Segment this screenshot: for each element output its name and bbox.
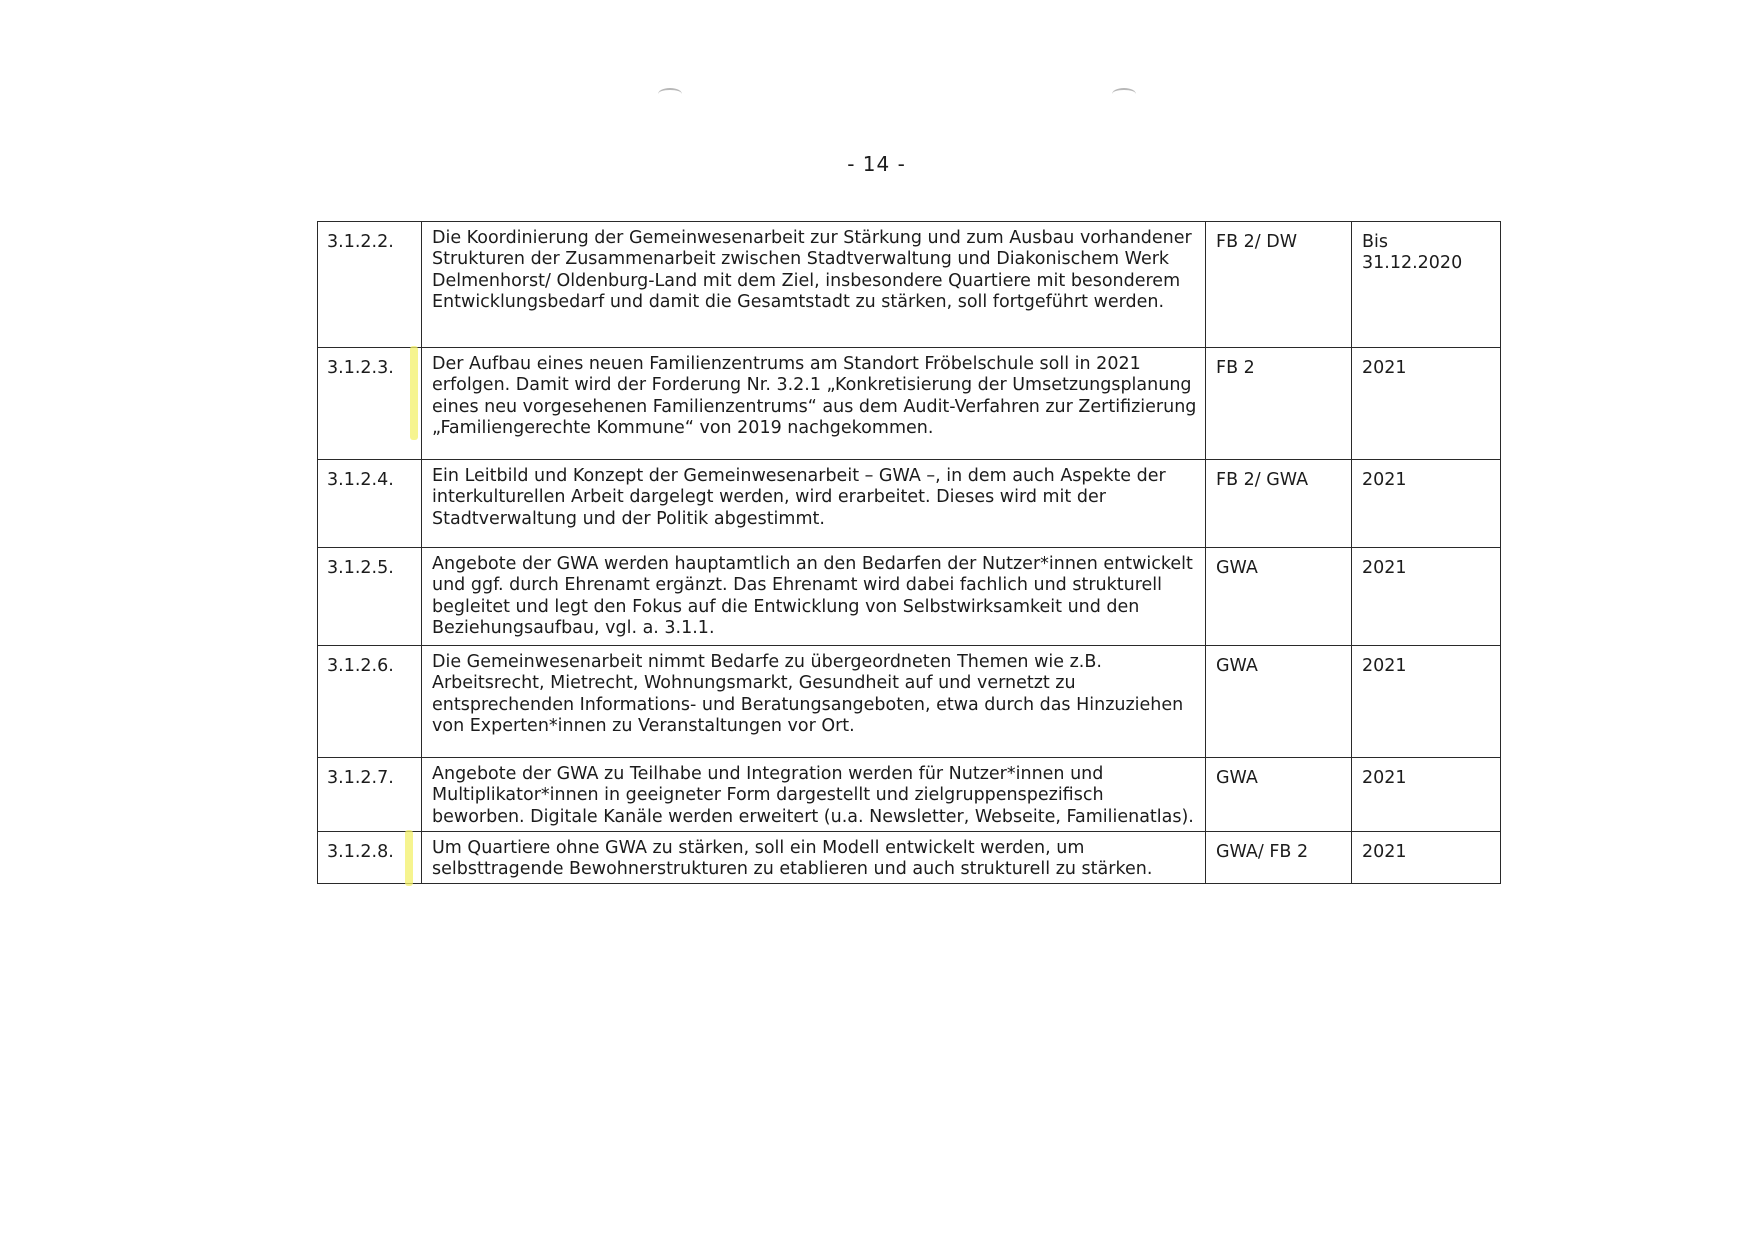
page-number: - 14 - [847,152,906,176]
measure-number: 3.1.2.6. [318,646,422,758]
table-row [318,548,1501,646]
table-row [318,222,1501,348]
measure-description: Angebote der GWA werden hauptamtlich an den Bedarfen der Nutzer*innen entwickelt und ggf. durch Ehrenamt ergänzt. Das Ehrenamt wird dabei fachlich und strukturell begleitet und legt den Fokus auf die Entwicklung von Selbstwirksamkeit und den Beziehungsaufbau, vgl. a. 3.1.1. [422,548,1206,646]
measure-number: 3.1.2.3. [318,348,422,460]
highlighter-mark [410,346,418,440]
table-row [318,460,1501,548]
highlighter-mark [405,830,413,886]
measure-description: Der Aufbau eines neuen Familienzentrums am Standort Fröbelschule soll in 2021 erfolgen. Damit wird der Forderung Nr. 3.2.1 „Konkretisierung der Umsetzungsplanung eines neu vorgesehenen Familienzentrums“ aus dem Audit-Verfahren zur Zertifizierung „Familiengerechte Kommune“ von 2019 nachgekommen. [422,348,1206,460]
table-row [318,832,1501,884]
measure-responsible: GWA [1206,646,1352,758]
measure-deadline: 2021 [1352,832,1501,884]
measure-description: Um Quartiere ohne GWA zu stärken, soll ein Modell entwickelt werden, um selbsttragende Bewohnerstrukturen zu etablieren und auch strukturell zu stärken. [422,832,1206,884]
measure-number: 3.1.2.7. [318,758,422,832]
table-row [318,348,1501,460]
measure-responsible: FB 2/ GWA [1206,460,1352,548]
measure-number: 3.1.2.8. [318,832,422,884]
measure-deadline: 2021 [1352,548,1501,646]
measure-number: 3.1.2.2. [318,222,422,348]
measure-deadline: 2021 [1352,348,1501,460]
measure-description: Die Koordinierung der Gemeinwesenarbeit zur Stärkung und zum Ausbau vorhandener Strukturen der Zusammenarbeit zwischen Stadtverwaltung und Diakonischem Werk Delmenhorst/ Oldenburg-Land mit dem Ziel, insbesondere Quartiere mit besonderem Entwicklungsbedarf und damit die Gesamtstadt zu stärken, soll fortgeführt werden. [422,222,1206,348]
table-row [318,758,1501,832]
measure-responsible: FB 2 [1206,348,1352,460]
measure-responsible: GWA [1206,548,1352,646]
measure-deadline: 2021 [1352,758,1501,832]
measure-description: Die Gemeinwesenarbeit nimmt Bedarfe zu übergeordneten Themen wie z.B. Arbeitsrecht, Mietrecht, Wohnungsmarkt, Gesundheit auf und vernetzt zu entsprechenden Informations- und Beratungsangeboten, etwa durch das Hinzuziehen von Experten*innen zu Veranstaltungen vor Ort. [422,646,1206,758]
measure-deadline: 2021 [1352,460,1501,548]
measure-description: Ein Leitbild und Konzept der Gemeinwesenarbeit – GWA –, in dem auch Aspekte der interkulturellen Arbeit dargelegt werden, wird erarbeitet. Dieses wird mit der Stadtverwaltung und der Politik abgestimmt. [422,460,1206,548]
table-row [318,646,1501,758]
measure-responsible: GWA [1206,758,1352,832]
measure-number: 3.1.2.5. [318,548,422,646]
punch-hole-mark [1112,88,1136,100]
measure-responsible: FB 2/ DW [1206,222,1352,348]
measures-table [317,221,1501,884]
measure-responsible: GWA/ FB 2 [1206,832,1352,884]
measure-number: 3.1.2.4. [318,460,422,548]
measure-description: Angebote der GWA zu Teilhabe und Integration werden für Nutzer*innen und Multiplikator*innen in geeigneter Form dargestellt und zielgruppenspezifisch beworben. Digitale Kanäle werden erweitert (u.a. Newsletter, Webseite, Familienatlas). [422,758,1206,832]
measure-deadline: 2021 [1352,646,1501,758]
measure-deadline: Bis 31.12.2020 [1352,222,1501,348]
punch-hole-mark [658,88,682,100]
